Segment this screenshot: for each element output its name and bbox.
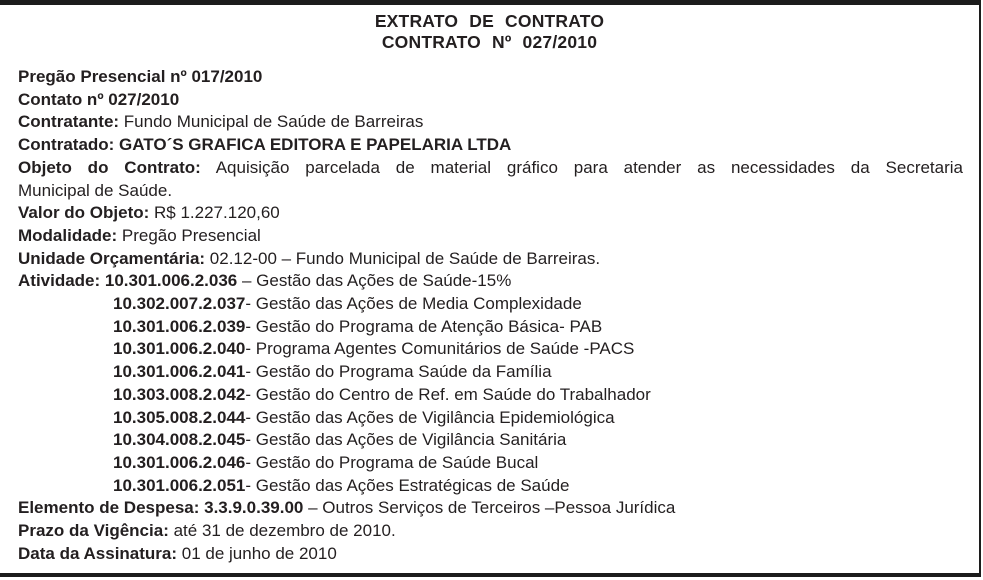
field-label: Atividade: 10.301.006.2.036 xyxy=(18,271,238,291)
activity-desc: - Gestão das Ações de Media Complexidade xyxy=(245,294,582,314)
field-objeto-line1 xyxy=(18,157,963,180)
field-value: 01 de junho de 2010 xyxy=(177,543,337,563)
field-label: Unidade Orçamentária: xyxy=(18,248,206,268)
field-unidade-orcamentaria xyxy=(18,248,963,271)
document-title: EXTRATO DE CONTRATO xyxy=(374,11,605,31)
field-objeto-line2: Municipal de Saúde. xyxy=(18,180,173,200)
document-title-block xyxy=(0,11,979,53)
activity-code: 10.301.006.2.040 xyxy=(113,339,246,359)
activity-code: 10.305.008.2.044 xyxy=(113,407,246,427)
field-contratado: Contratado: GATO´S GRAFICA EDITORA E PAPELARIA LTDA xyxy=(18,135,512,155)
field-value: até 31 de dezembro de 2010. xyxy=(168,521,396,541)
activity-item xyxy=(18,293,963,316)
activity-desc: - Gestão das Ações Estratégicas de Saúde xyxy=(245,475,570,495)
field-value: – Gestão das Ações de Saúde-15% xyxy=(237,271,512,291)
activity-item xyxy=(18,384,963,407)
field-elemento-despesa xyxy=(18,497,963,520)
field-label: Valor do Objeto: xyxy=(18,203,150,223)
activity-code: 10.302.007.2.037 xyxy=(113,294,246,314)
activity-item xyxy=(18,407,963,430)
activity-code: 10.301.006.2.051 xyxy=(113,475,246,495)
activity-desc: - Gestão do Programa de Saúde Bucal xyxy=(245,452,539,472)
activity-code: 10.301.006.2.039 xyxy=(113,316,246,336)
field-value: 02.12-00 – Fundo Municipal de Saúde de Barreiras. xyxy=(205,248,601,268)
document-body xyxy=(0,66,979,565)
activity-item xyxy=(18,316,963,339)
field-value: Fundo Municipal de Saúde de Barreiras xyxy=(119,112,424,132)
activity-code: 10.301.006.2.041 xyxy=(113,362,246,382)
field-label: Data da Assinatura: xyxy=(18,543,178,563)
activity-code: 10.304.008.2.045 xyxy=(113,430,246,450)
field-valor-objeto xyxy=(18,202,963,225)
field-data-assinatura xyxy=(18,543,963,566)
field-label: Modalidade: xyxy=(18,225,118,245)
field-value: Aquisição parcelada de material gráfico para atender as necessidades da Secretaria xyxy=(200,157,963,177)
activity-desc: - Gestão das Ações de Vigilância Epidemiológica xyxy=(245,407,615,427)
activity-desc: - Programa Agentes Comunitários de Saúde -PACS xyxy=(245,339,635,359)
field-atividade xyxy=(18,270,963,293)
field-pregao-presencial: Pregão Presencial nº 017/2010 xyxy=(18,67,263,86)
contract-number-title: CONTRATO Nº 027/2010 xyxy=(381,32,598,52)
field-label: Contratante: xyxy=(18,112,120,132)
activity-item xyxy=(18,429,963,452)
activity-code: 10.303.008.2.042 xyxy=(113,384,246,404)
activity-item xyxy=(18,475,963,498)
field-value: Pregão Presencial xyxy=(117,225,261,245)
activity-item xyxy=(18,452,963,475)
field-modalidade xyxy=(18,225,963,248)
activity-desc: - Gestão do Programa Saúde da Família xyxy=(245,362,552,382)
activity-desc: - Gestão do Centro de Ref. em Saúde do Trabalhador xyxy=(245,384,651,404)
activity-item xyxy=(18,338,963,361)
field-contato-numero: Contato nº 027/2010 xyxy=(18,89,180,109)
activity-desc: - Gestão do Programa de Atenção Básica- PAB xyxy=(245,316,603,336)
field-value: – Outros Serviços de Terceiros –Pessoa Jurídica xyxy=(303,498,676,518)
activity-code: 10.301.006.2.046 xyxy=(113,452,246,472)
field-prazo-vigencia xyxy=(18,520,963,543)
field-label: Elemento de Despesa: 3.3.9.0.39.00 xyxy=(18,498,304,518)
activity-desc: - Gestão das Ações de Vigilância Sanitária xyxy=(245,430,567,450)
field-value: R$ 1.227.120,60 xyxy=(149,203,280,223)
field-label: Objeto do Contrato: xyxy=(18,157,201,177)
field-label: Prazo da Vigência: xyxy=(18,521,169,541)
field-contratante xyxy=(18,111,963,134)
activity-item xyxy=(18,361,963,384)
